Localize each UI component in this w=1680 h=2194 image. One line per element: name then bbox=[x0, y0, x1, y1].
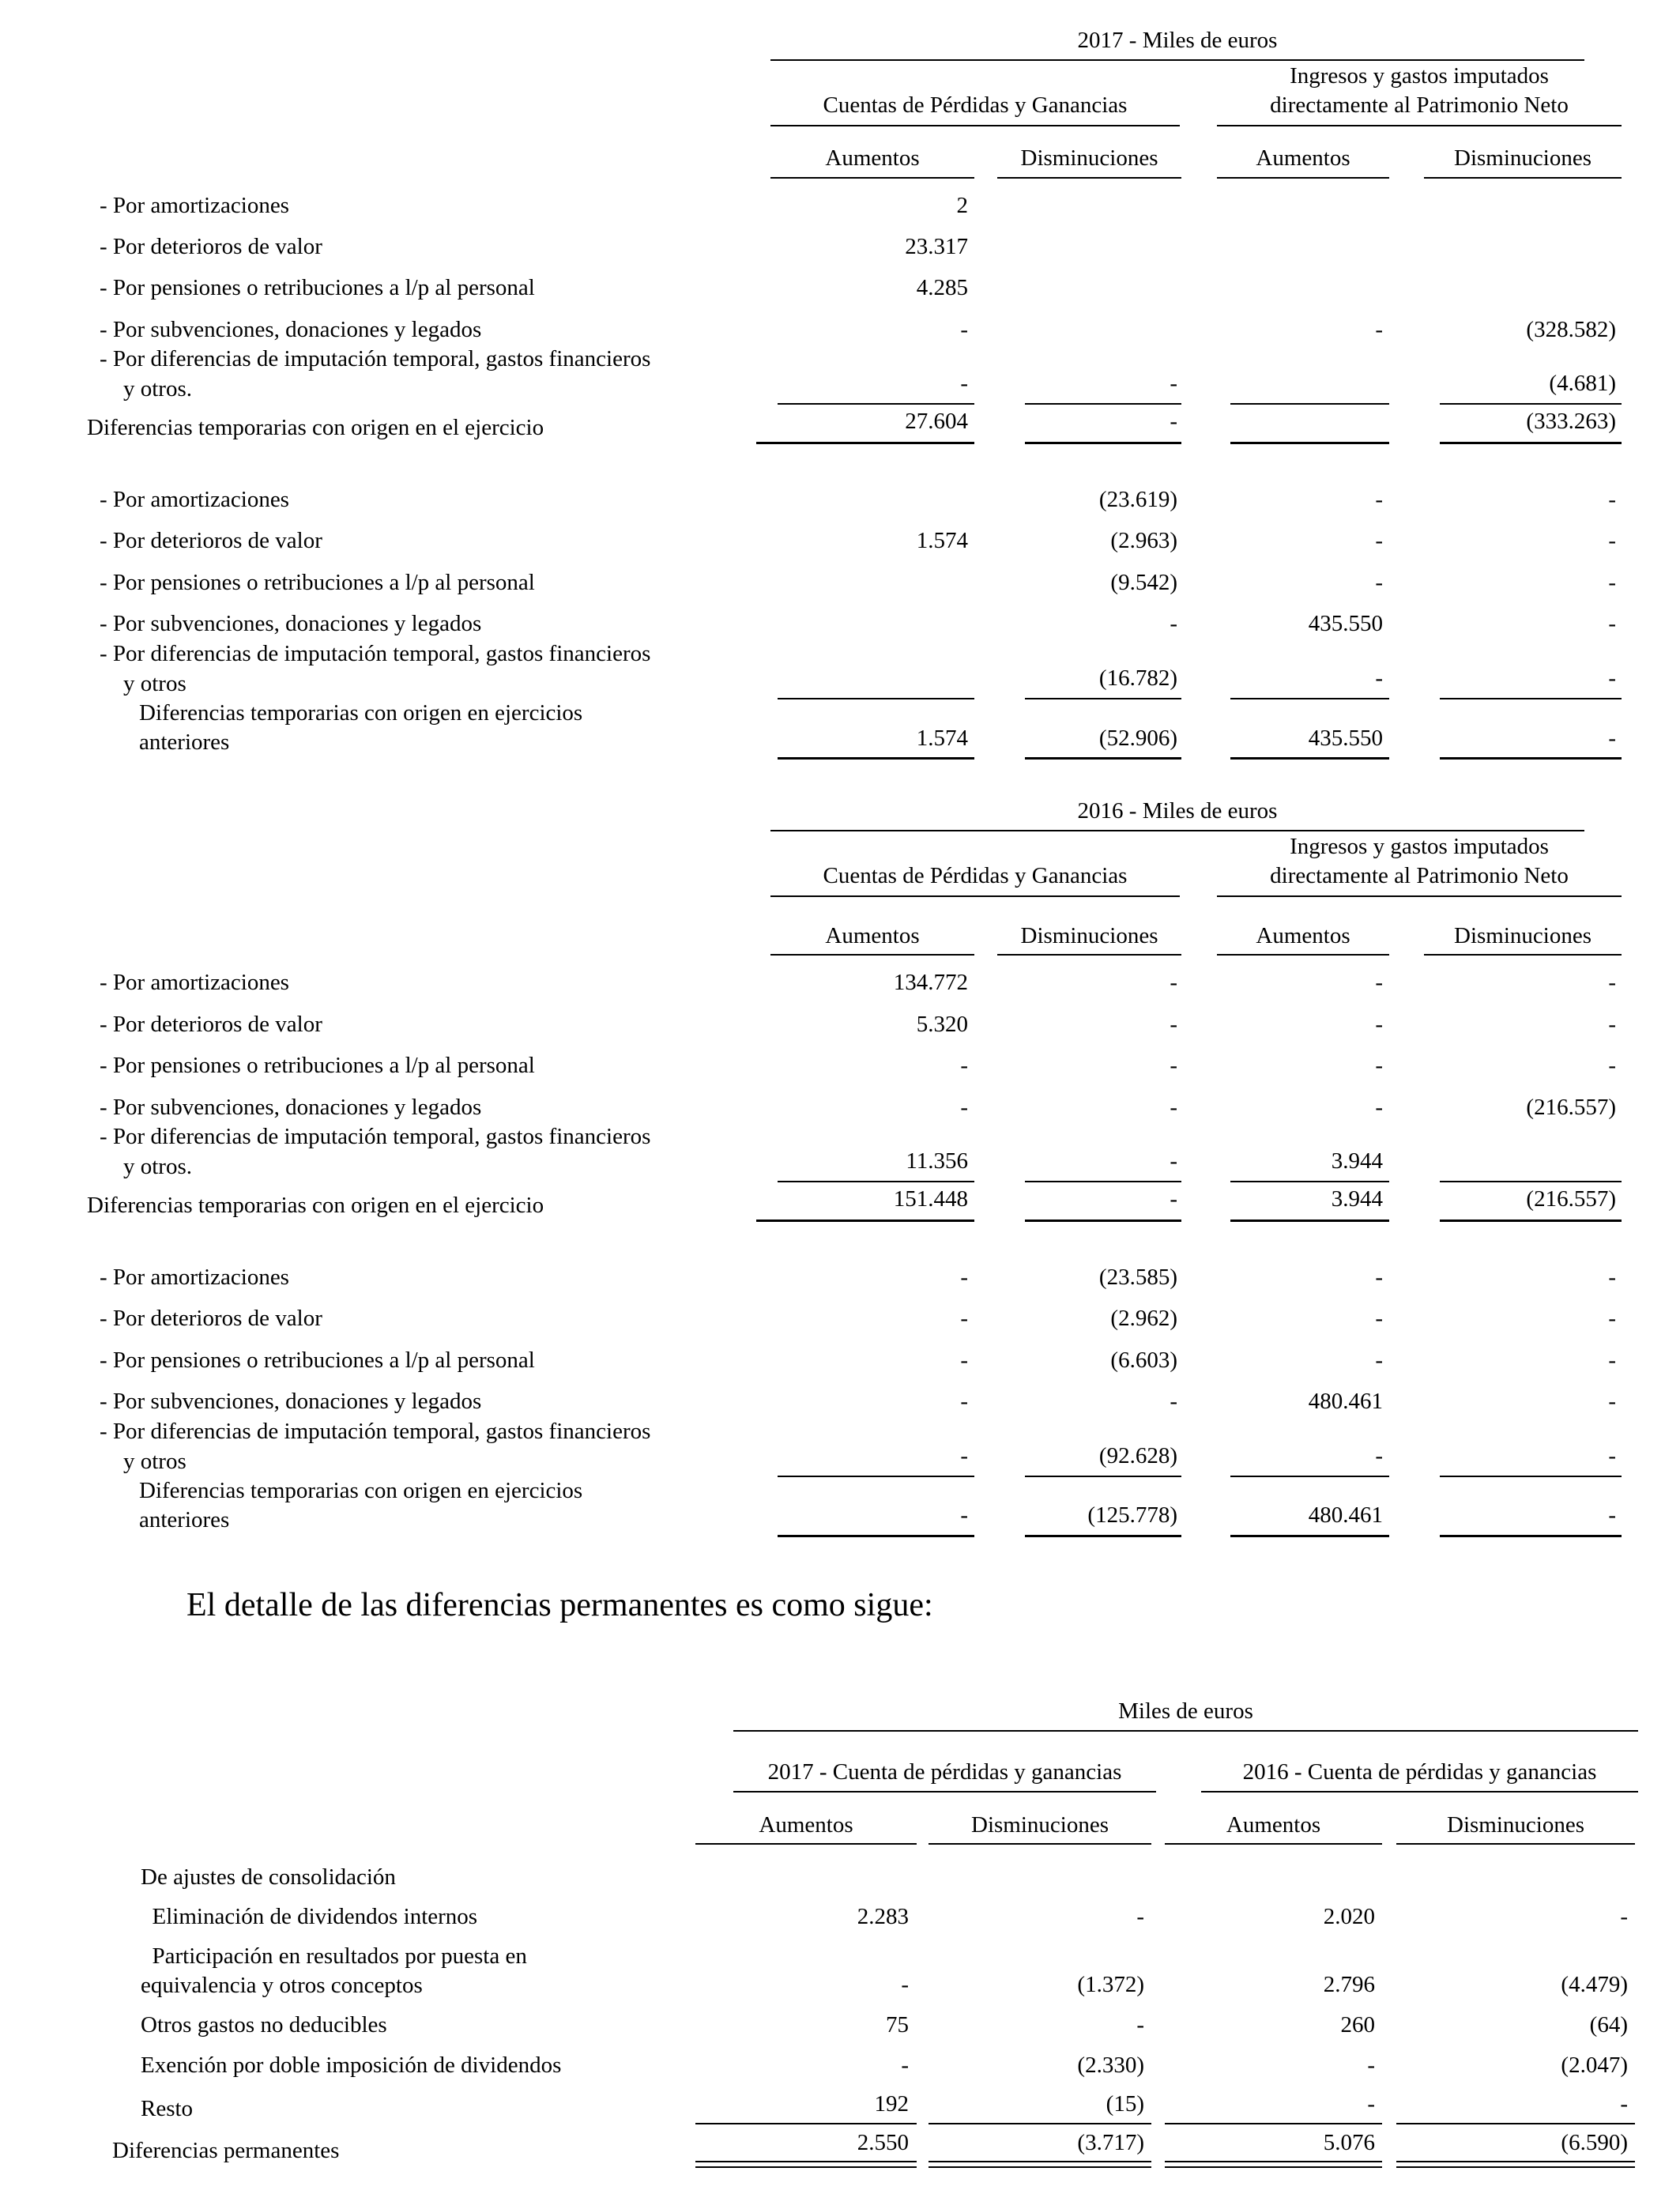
cell-value: - bbox=[1608, 1053, 1616, 1078]
divider bbox=[1440, 1181, 1622, 1182]
row-label-cont: y otros bbox=[123, 671, 186, 696]
cell-value: 4.285 bbox=[916, 275, 968, 300]
row-label: - Por amortizaciones bbox=[100, 193, 289, 218]
cell-value: - bbox=[960, 1265, 968, 1290]
cell-value: (23.585) bbox=[1098, 1265, 1177, 1290]
divider bbox=[770, 59, 1584, 61]
cell-value: - bbox=[901, 2053, 909, 2078]
cell-value: - bbox=[1170, 970, 1177, 995]
total-value: 3.944 bbox=[1331, 1186, 1383, 1212]
divider bbox=[1025, 1535, 1181, 1537]
group-header-pn-line1: Ingresos y gastos imputados bbox=[1290, 834, 1549, 859]
double-underline bbox=[695, 2161, 917, 2168]
divider bbox=[1025, 403, 1181, 405]
intro-paragraph: El detalle de las diferencias permanentes es como sigue: bbox=[186, 1587, 933, 1623]
divider bbox=[778, 1476, 974, 1477]
total-value: 435.550 bbox=[1308, 726, 1383, 751]
total-value: - bbox=[1608, 1502, 1616, 1528]
divider bbox=[1440, 403, 1622, 405]
divider bbox=[1230, 403, 1389, 405]
cell-value: - bbox=[1608, 1265, 1616, 1290]
cell-value: - bbox=[1608, 1389, 1616, 1414]
cell-value: 5.320 bbox=[916, 1012, 968, 1037]
cell-value: - bbox=[960, 1348, 968, 1373]
total-label: Diferencias temporarias con origen en el ejercicio bbox=[87, 415, 544, 440]
total-value: 5.076 bbox=[1323, 2130, 1375, 2155]
divider bbox=[1440, 442, 1622, 444]
row-label: - Por diferencias de imputación temporal, gastos financieros bbox=[100, 1124, 651, 1149]
divider bbox=[778, 698, 974, 699]
divider bbox=[1440, 1220, 1622, 1222]
cell-value: (2.963) bbox=[1110, 528, 1177, 553]
divider bbox=[778, 1535, 974, 1537]
col-header-aumentos: Aumentos bbox=[825, 145, 920, 171]
col-header-disminuciones: Disminuciones bbox=[1454, 145, 1591, 171]
row-label: - Por subvenciones, donaciones y legados bbox=[100, 1389, 482, 1414]
cell-value: - bbox=[1608, 1443, 1616, 1468]
cell-value: 2.020 bbox=[1323, 1904, 1375, 1929]
row-label: - Por pensiones o retribuciones a l/p al personal bbox=[100, 1053, 535, 1078]
total-value: - bbox=[1170, 409, 1177, 434]
cell-value: - bbox=[960, 371, 968, 396]
divider bbox=[1424, 177, 1622, 179]
total-value: 2.550 bbox=[857, 2130, 909, 2155]
total-value: (216.557) bbox=[1526, 1186, 1616, 1212]
divider bbox=[770, 954, 974, 956]
divider bbox=[1025, 757, 1181, 760]
total-value: - bbox=[1170, 1186, 1177, 1212]
total-value: 151.448 bbox=[893, 1186, 968, 1212]
cell-value: - bbox=[1608, 1012, 1616, 1037]
cell-value: - bbox=[1170, 1053, 1177, 1078]
row-label: - Por amortizaciones bbox=[100, 1265, 289, 1290]
col-header-aumentos: Aumentos bbox=[1256, 145, 1350, 171]
cell-value: - bbox=[1375, 1443, 1383, 1468]
group-header-pyg: Cuentas de Pérdidas y Ganancias bbox=[823, 92, 1128, 118]
row-label: - Por pensiones o retribuciones a l/p al personal bbox=[100, 275, 535, 300]
row-label: Participación en resultados por puesta en bbox=[141, 1943, 527, 1969]
cell-value: (328.582) bbox=[1526, 317, 1616, 342]
cell-value: (6.603) bbox=[1110, 1348, 1177, 1373]
cell-value: - bbox=[1375, 1012, 1383, 1037]
total-value: 480.461 bbox=[1308, 1502, 1383, 1528]
divider bbox=[1217, 895, 1622, 897]
cell-value: - bbox=[1375, 1095, 1383, 1120]
divider bbox=[756, 1220, 974, 1222]
double-underline bbox=[1165, 2161, 1382, 2168]
row-label: - Por pensiones o retribuciones a l/p al personal bbox=[100, 570, 535, 595]
col-header-disminuciones: Disminuciones bbox=[1454, 923, 1591, 948]
divider bbox=[1440, 698, 1622, 699]
double-underline bbox=[929, 2161, 1151, 2168]
cell-value: - bbox=[1170, 1012, 1177, 1037]
row-label-cont: equivalencia y otros conceptos bbox=[141, 1973, 423, 1998]
total-value: (333.263) bbox=[1526, 409, 1616, 434]
cell-value: - bbox=[1608, 487, 1616, 512]
cell-value: - bbox=[1608, 570, 1616, 595]
cell-value: - bbox=[1170, 371, 1177, 396]
double-underline bbox=[1396, 2161, 1635, 2168]
cell-value: - bbox=[1367, 2091, 1375, 2117]
cell-value: - bbox=[960, 1095, 968, 1120]
cell-value: (2.962) bbox=[1110, 1306, 1177, 1331]
row-label: - Por diferencias de imputación temporal, gastos financieros bbox=[100, 346, 651, 371]
cell-value: (15) bbox=[1106, 2091, 1144, 2117]
divider bbox=[1396, 2123, 1635, 2124]
row-label-cont: y otros bbox=[123, 1449, 186, 1474]
row-label: - Por deterioros de valor bbox=[100, 234, 322, 259]
cell-value: - bbox=[960, 1306, 968, 1331]
total-value: (52.906) bbox=[1098, 726, 1177, 751]
col-header-aumentos: Aumentos bbox=[1226, 1812, 1321, 1838]
divider bbox=[695, 1843, 917, 1845]
cell-value: - bbox=[901, 1972, 909, 1997]
row-label: - Por subvenciones, donaciones y legados bbox=[100, 317, 482, 342]
divider bbox=[770, 177, 974, 179]
divider bbox=[1440, 757, 1622, 760]
cell-value: - bbox=[1375, 487, 1383, 512]
table-caption: 2017 - Miles de euros bbox=[1077, 28, 1278, 53]
row-label: - Por subvenciones, donaciones y legados bbox=[100, 1095, 482, 1120]
divider bbox=[1025, 442, 1181, 444]
cell-value: (2.047) bbox=[1561, 2053, 1628, 2078]
divider bbox=[1217, 954, 1389, 956]
cell-value: (23.619) bbox=[1098, 487, 1177, 512]
col-header-aumentos: Aumentos bbox=[759, 1812, 853, 1838]
group-header-pn-line2: directamente al Patrimonio Neto bbox=[1270, 863, 1569, 888]
cell-value: 23.317 bbox=[905, 234, 968, 259]
divider bbox=[1165, 2123, 1382, 2124]
divider bbox=[733, 1791, 1156, 1793]
cell-value: (216.557) bbox=[1526, 1095, 1616, 1120]
cell-value: (2.330) bbox=[1077, 2053, 1144, 2078]
cell-value: - bbox=[1170, 611, 1177, 636]
cell-value: 2.283 bbox=[857, 1904, 909, 1929]
divider bbox=[1230, 757, 1389, 760]
cell-value: - bbox=[1375, 1053, 1383, 1078]
section-heading: De ajustes de consolidación bbox=[141, 1864, 396, 1890]
cell-value: 480.461 bbox=[1308, 1389, 1383, 1414]
col-header-disminuciones: Disminuciones bbox=[971, 1812, 1109, 1838]
cell-value: 260 bbox=[1340, 2012, 1375, 2038]
total-label: Diferencias temporarias con origen en el ejercicio bbox=[87, 1193, 544, 1218]
cell-value: - bbox=[1375, 665, 1383, 691]
total-label-cont: anteriores bbox=[139, 729, 230, 755]
table-caption: 2016 - Miles de euros bbox=[1077, 798, 1278, 824]
divider bbox=[1025, 1181, 1181, 1182]
cell-value: - bbox=[960, 1443, 968, 1468]
col-header-aumentos: Aumentos bbox=[1256, 923, 1350, 948]
divider bbox=[756, 442, 974, 444]
total-value: - bbox=[1608, 726, 1616, 751]
total-value: 27.604 bbox=[905, 409, 968, 434]
cell-value: (92.628) bbox=[1098, 1443, 1177, 1468]
cell-value: - bbox=[1608, 970, 1616, 995]
cell-value: (64) bbox=[1589, 2012, 1628, 2038]
cell-value: - bbox=[1620, 1904, 1628, 1929]
divider bbox=[1165, 1843, 1382, 1845]
divider bbox=[1230, 698, 1389, 699]
row-label: - Por deterioros de valor bbox=[100, 528, 322, 553]
total-value: - bbox=[960, 1502, 968, 1528]
col-header-disminuciones: Disminuciones bbox=[1020, 923, 1158, 948]
row-label: - Por subvenciones, donaciones y legados bbox=[100, 611, 482, 636]
group-header-pyg: Cuentas de Pérdidas y Ganancias bbox=[823, 863, 1128, 888]
row-label: Exención por doble imposición de dividendos bbox=[141, 2053, 562, 2078]
cell-value: - bbox=[1375, 528, 1383, 553]
cell-value: - bbox=[1375, 970, 1383, 995]
row-label: - Por amortizaciones bbox=[100, 970, 289, 995]
cell-value: 3.944 bbox=[1331, 1148, 1383, 1174]
divider bbox=[929, 2123, 1151, 2124]
row-label: Eliminación de dividendos internos bbox=[141, 1904, 478, 1929]
cell-value: - bbox=[1136, 2012, 1144, 2038]
cell-value: - bbox=[1375, 317, 1383, 342]
divider bbox=[929, 1843, 1151, 1845]
cell-value: - bbox=[1608, 665, 1616, 691]
total-value: (125.778) bbox=[1087, 1502, 1177, 1528]
divider bbox=[1025, 1220, 1181, 1222]
row-label: Resto bbox=[141, 2096, 194, 2121]
row-label: - Por diferencias de imputación temporal, gastos financieros bbox=[100, 641, 651, 666]
divider bbox=[1396, 1843, 1635, 1845]
group-header-pn-line2: directamente al Patrimonio Neto bbox=[1270, 92, 1569, 118]
group-header-2017: 2017 - Cuenta de pérdidas y ganancias bbox=[767, 1759, 1122, 1785]
divider bbox=[1025, 1476, 1181, 1477]
divider bbox=[770, 830, 1584, 831]
table-caption: Miles de euros bbox=[1118, 1698, 1253, 1724]
cell-value: - bbox=[960, 317, 968, 342]
divider bbox=[1201, 1791, 1638, 1793]
group-header-pn-line1: Ingresos y gastos imputados bbox=[1290, 63, 1549, 89]
col-header-aumentos: Aumentos bbox=[825, 923, 920, 948]
total-value: (6.590) bbox=[1561, 2130, 1628, 2155]
cell-value: - bbox=[1375, 1348, 1383, 1373]
divider bbox=[1217, 177, 1389, 179]
cell-value: - bbox=[1136, 1904, 1144, 1929]
cell-value: 11.356 bbox=[906, 1148, 968, 1174]
cell-value: - bbox=[1375, 1265, 1383, 1290]
cell-value: - bbox=[1608, 1348, 1616, 1373]
divider bbox=[1230, 1535, 1389, 1537]
row-label: - Por diferencias de imputación temporal, gastos financieros bbox=[100, 1419, 651, 1444]
divider bbox=[695, 2123, 917, 2124]
divider bbox=[1230, 1220, 1389, 1222]
divider bbox=[1440, 1535, 1622, 1537]
cell-value: (4.479) bbox=[1561, 1972, 1628, 1997]
total-label-cont: anteriores bbox=[139, 1507, 230, 1532]
row-label: - Por pensiones o retribuciones a l/p al personal bbox=[100, 1348, 535, 1373]
cell-value: - bbox=[1170, 1389, 1177, 1414]
cell-value: 192 bbox=[874, 2091, 909, 2117]
cell-value: 1.574 bbox=[916, 528, 968, 553]
divider bbox=[1230, 1181, 1389, 1182]
divider bbox=[1424, 954, 1622, 956]
total-label: Diferencias temporarias con origen en ejercicios bbox=[139, 1478, 583, 1503]
cell-value: - bbox=[960, 1389, 968, 1414]
cell-value: 134.772 bbox=[893, 970, 968, 995]
cell-value: 75 bbox=[886, 2012, 909, 2038]
divider bbox=[1440, 1476, 1622, 1477]
row-label: - Por deterioros de valor bbox=[100, 1306, 322, 1331]
cell-value: (16.782) bbox=[1098, 665, 1177, 691]
cell-value: - bbox=[1170, 1148, 1177, 1174]
divider bbox=[770, 125, 1180, 126]
cell-value: 435.550 bbox=[1308, 611, 1383, 636]
cell-value: (1.372) bbox=[1077, 1972, 1144, 1997]
cell-value: - bbox=[1367, 2053, 1375, 2078]
row-label: Otros gastos no deducibles bbox=[141, 2012, 387, 2038]
divider bbox=[997, 177, 1181, 179]
cell-value: (4.681) bbox=[1549, 371, 1616, 396]
row-label: - Por deterioros de valor bbox=[100, 1012, 322, 1037]
cell-value: - bbox=[1608, 528, 1616, 553]
divider bbox=[1025, 698, 1181, 699]
cell-value: - bbox=[1608, 1306, 1616, 1331]
row-label-cont: y otros. bbox=[123, 376, 192, 401]
total-value: 1.574 bbox=[916, 726, 968, 751]
divider bbox=[778, 1181, 974, 1182]
divider bbox=[733, 1730, 1638, 1732]
cell-value: (9.542) bbox=[1110, 570, 1177, 595]
cell-value: - bbox=[1620, 2091, 1628, 2117]
col-header-disminuciones: Disminuciones bbox=[1020, 145, 1158, 171]
cell-value: - bbox=[1608, 611, 1616, 636]
divider bbox=[770, 895, 1180, 897]
total-label: Diferencias permanentes bbox=[112, 2138, 340, 2163]
cell-value: - bbox=[1170, 1095, 1177, 1120]
total-value: (3.717) bbox=[1077, 2130, 1144, 2155]
row-label: - Por amortizaciones bbox=[100, 487, 289, 512]
row-label-cont: y otros. bbox=[123, 1154, 192, 1179]
cell-value: - bbox=[1375, 570, 1383, 595]
total-label: Diferencias temporarias con origen en ejercicios bbox=[139, 700, 583, 726]
cell-value: - bbox=[1375, 1306, 1383, 1331]
divider bbox=[1230, 1476, 1389, 1477]
col-header-disminuciones: Disminuciones bbox=[1447, 1812, 1584, 1838]
cell-value: 2 bbox=[956, 193, 968, 218]
divider bbox=[778, 403, 974, 405]
divider bbox=[1217, 125, 1622, 126]
cell-value: 2.796 bbox=[1323, 1972, 1375, 1997]
cell-value: - bbox=[960, 1053, 968, 1078]
group-header-2016: 2016 - Cuenta de pérdidas y ganancias bbox=[1242, 1759, 1597, 1785]
divider bbox=[997, 954, 1181, 956]
divider bbox=[1230, 442, 1389, 444]
divider bbox=[778, 757, 974, 760]
